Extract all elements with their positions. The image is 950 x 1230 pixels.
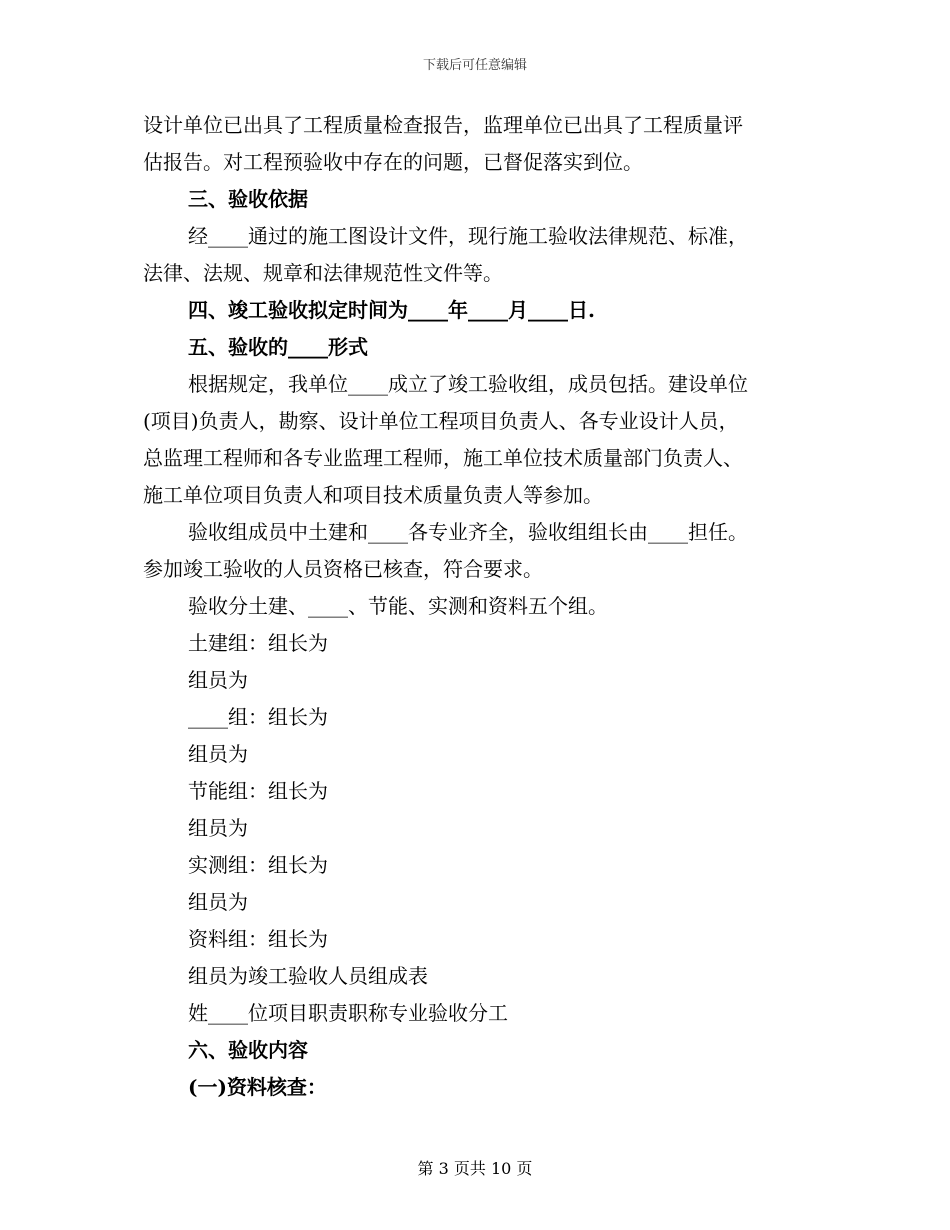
page-footer: 第 3 页共 10 页 bbox=[417, 1159, 533, 1178]
paragraph-line: 姓____位项目职责职称专业验收分工 bbox=[188, 1001, 508, 1025]
paragraph-line: 总监理工程师和各专业监理工程师，施工单位技术质量部门负责人、 bbox=[143, 446, 743, 470]
paragraph-line: (项目)负责人，勘察、设计单位工程项目负责人、各专业设计人员， bbox=[143, 409, 739, 433]
document-body bbox=[143, 107, 811, 1106]
paragraph-line: 施工单位项目负责人和项目技术质量负责人等参加。 bbox=[143, 483, 603, 507]
paragraph-line: 验收分土建、____、节能、实测和资料五个组。 bbox=[188, 594, 608, 618]
paragraph-line: 验收组成员中土建和____各专业齐全，验收组组长由____担任。 bbox=[188, 520, 748, 544]
paragraph-line: 设计单位已出具了工程质量检查报告，监理单位已出具了工程质量评 bbox=[143, 113, 743, 137]
paragraph-line: 组员为 bbox=[188, 668, 248, 692]
paragraph-line: 资料组：组长为 bbox=[188, 927, 328, 951]
section-heading: 三、验收依据 bbox=[188, 187, 308, 211]
paragraph-line: 估报告。对工程预验收中存在的问题，已督促落实到位。 bbox=[143, 150, 643, 174]
paragraph-line: 根据规定，我单位____成立了竣工验收组，成员包括。建设单位 bbox=[188, 372, 748, 396]
paragraph-line: 组员为 bbox=[188, 816, 248, 840]
paragraph-line: 组员为竣工验收人员组成表 bbox=[188, 964, 428, 988]
paragraph-line: 组员为 bbox=[188, 742, 248, 766]
paragraph-line: 土建组：组长为 bbox=[188, 631, 328, 655]
section-heading: (一)资料核查： bbox=[188, 1075, 327, 1099]
paragraph-line: 法律、法规、规章和法律规范性文件等。 bbox=[143, 261, 503, 285]
paragraph-line: 参加竣工验收的人员资格已核查，符合要求。 bbox=[143, 557, 543, 581]
paragraph-line: ____组：组长为 bbox=[188, 705, 328, 729]
section-heading: 六、验收内容 bbox=[188, 1038, 308, 1062]
paragraph-line: 节能组：组长为 bbox=[188, 779, 328, 803]
page-header: 下载后可任意编辑 bbox=[422, 58, 527, 73]
paragraph-line: 实测组：组长为 bbox=[188, 853, 328, 877]
paragraph-line: 经____通过的施工图设计文件，现行施工验收法律规范、标准， bbox=[188, 224, 748, 248]
section-heading: 五、验收的____形式 bbox=[188, 335, 368, 359]
section-heading: 四、竣工验收拟定时间为____年____月____日. bbox=[188, 298, 595, 322]
paragraph-line: 组员为 bbox=[188, 890, 248, 914]
